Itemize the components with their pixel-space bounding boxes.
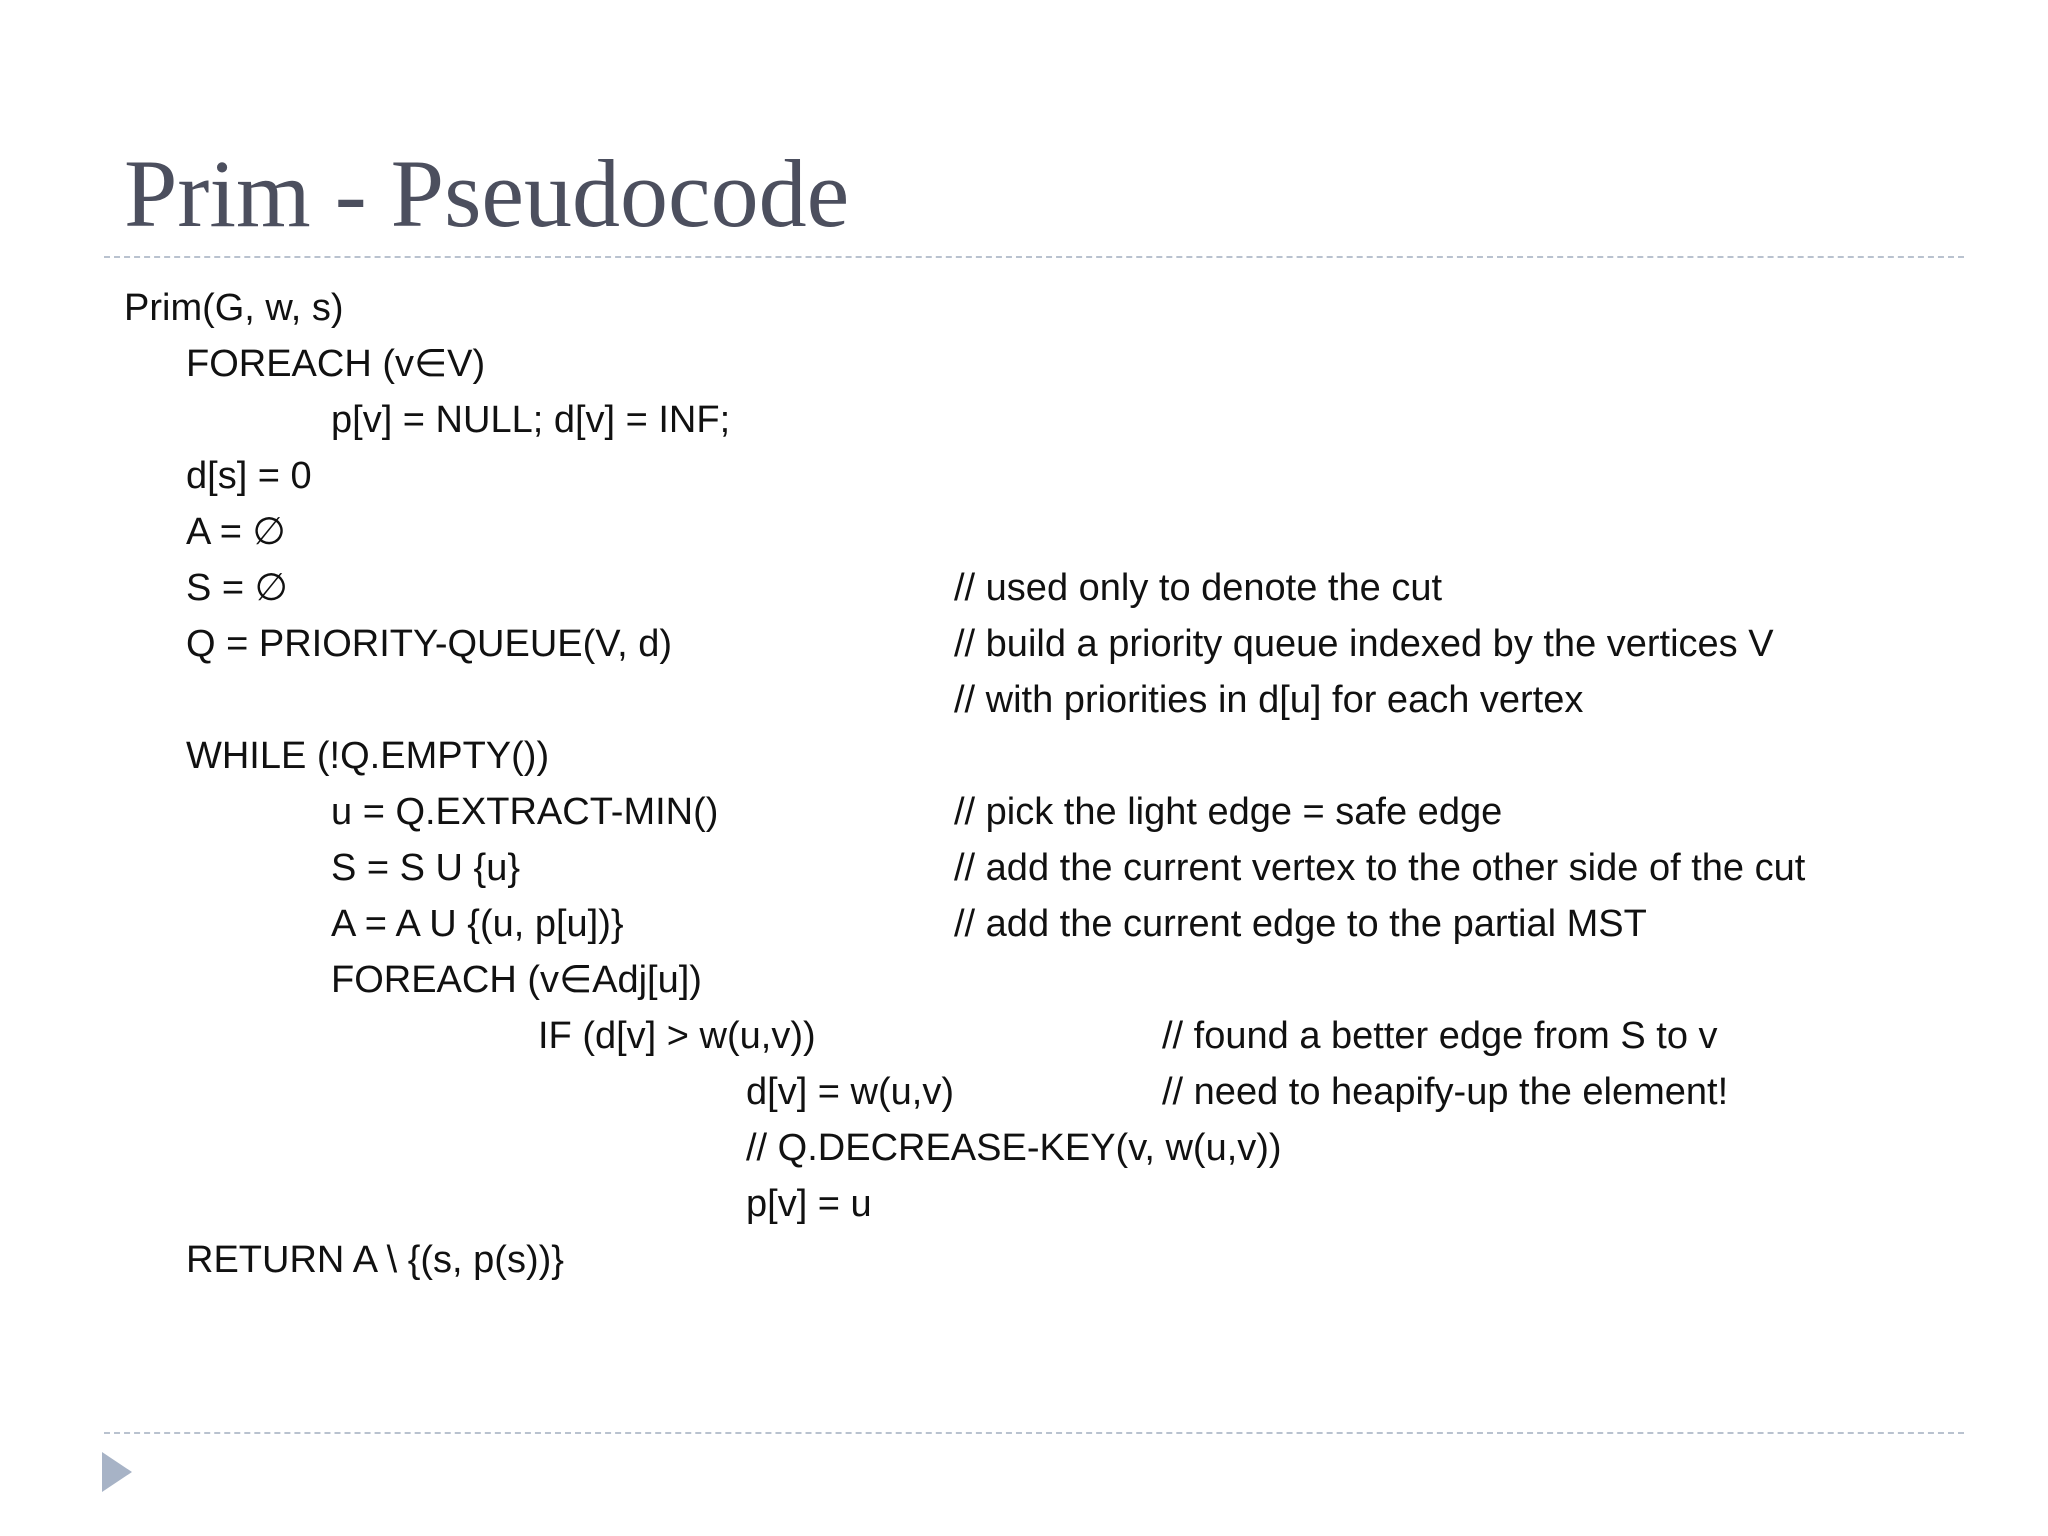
title-divider xyxy=(104,256,1964,258)
code-line: A = ∅ xyxy=(186,511,286,553)
code-line: FOREACH (v∈V) xyxy=(186,343,486,385)
code-comment: // with priorities in d[u] for each vertex xyxy=(954,679,1584,721)
code-line: RETURN A \ {(s, p(s))} xyxy=(186,1239,564,1281)
code-comment: // build a priority queue indexed by the vertices V xyxy=(954,623,1774,665)
code-comment: // found a better edge from S to v xyxy=(1162,1015,1718,1057)
code-line: p[v] = u xyxy=(746,1183,872,1225)
code-line: A = A U {(u, p[u])} xyxy=(331,903,624,945)
code-line: WHILE (!Q.EMPTY()) xyxy=(186,735,550,777)
code-line: // Q.DECREASE-KEY(v, w(u,v)) xyxy=(746,1127,1282,1169)
code-line: p[v] = NULL; d[v] = INF; xyxy=(331,399,731,441)
footer-divider xyxy=(104,1432,1964,1434)
code-line: S = S U {u} xyxy=(331,847,521,889)
code-line: d[v] = w(u,v) xyxy=(746,1071,954,1113)
code-line: u = Q.EXTRACT-MIN() xyxy=(331,791,719,833)
code-comment: // add the current edge to the partial MST xyxy=(954,903,1647,945)
slide-title: Prim - Pseudocode xyxy=(124,140,850,247)
code-comment: // used only to denote the cut xyxy=(954,567,1443,609)
code-line: FOREACH (v∈Adj[u]) xyxy=(331,959,702,1001)
triangle-right-icon-graphic xyxy=(100,1450,134,1494)
code-line: d[s] = 0 xyxy=(186,455,312,497)
code-comment: // pick the light edge = safe edge xyxy=(954,791,1503,833)
triangle-right-icon[interactable] xyxy=(100,1450,134,1494)
code-comment: // need to heapify-up the element! xyxy=(1162,1071,1729,1113)
code-line: Q = PRIORITY-QUEUE(V, d) xyxy=(186,623,673,665)
code-line: S = ∅ xyxy=(186,567,288,609)
code-line: IF (d[v] > w(u,v)) xyxy=(538,1015,816,1057)
code-comment: // add the current vertex to the other side of the cut xyxy=(954,847,1806,889)
code-line: Prim(G, w, s) xyxy=(124,287,344,329)
